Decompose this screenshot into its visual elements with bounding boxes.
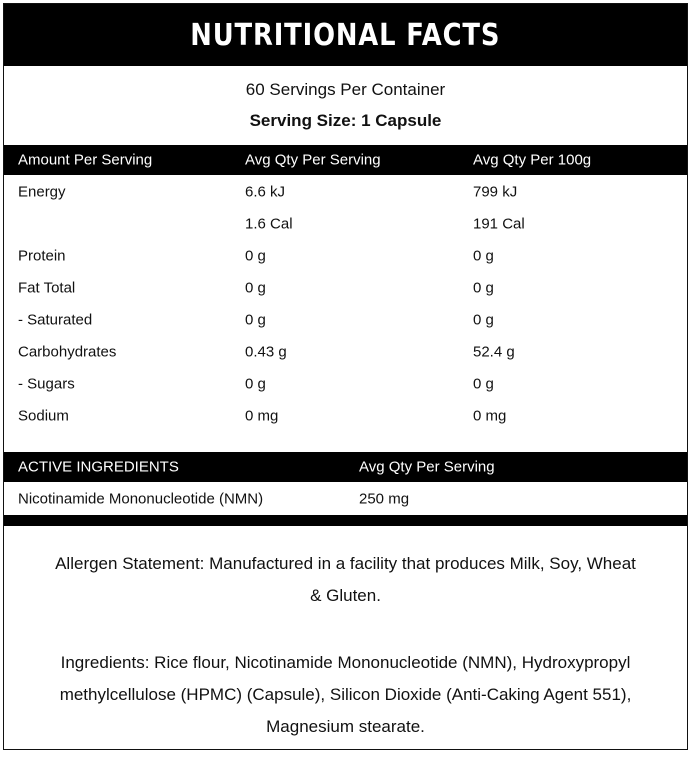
nutrient-name: Sodium (18, 407, 69, 425)
header-active-ingredients: ACTIVE INGREDIENTS (18, 458, 179, 476)
nutrient-name: Fat Total (18, 279, 76, 297)
header-active-avg-qty: Avg Qty Per Serving (359, 458, 495, 476)
servings-per-container: 60 Servings Per Container (245, 80, 446, 99)
table-row (4, 483, 687, 515)
table-row (4, 240, 687, 272)
per-serving-value: 0 mg (245, 407, 279, 425)
per-serving-value: 0.43 g (245, 343, 287, 361)
ingredients-line: Ingredients: Rice flour, Nicotinamide Mononucleotide (NMN), Hydroxypropyl (60, 653, 631, 672)
allergen-line: Allergen Statement: Manufactured in a facility that produces Milk, Soy, Wheat (55, 554, 636, 573)
per-100g-value: 0 g (473, 279, 494, 297)
nutrient-name: - Sugars (18, 375, 75, 393)
per-serving-value: 1.6 Cal (245, 215, 293, 233)
table-row (4, 336, 687, 368)
per-100g-value: 799 kJ (473, 183, 518, 201)
header-avg-qty-per-serving: Avg Qty Per Serving (245, 151, 381, 169)
nutrient-name: Carbohydrates (18, 343, 117, 361)
active-ingredients-header (4, 452, 687, 482)
nutrient-name: Protein (18, 247, 66, 265)
per-100g-value: 0 g (473, 311, 494, 329)
nutrition-panel (3, 3, 688, 750)
table-row (4, 400, 687, 432)
per-100g-value: 191 Cal (473, 215, 525, 233)
nutrition-table-header (4, 145, 687, 175)
active-ingredient-amount: 250 mg (359, 490, 410, 508)
table-row (4, 208, 687, 240)
per-100g-value: 52.4 g (473, 343, 515, 361)
header-avg-qty-per-100g: Avg Qty Per 100g (473, 151, 592, 169)
table-row (4, 304, 687, 336)
per-serving-value: 6.6 kJ (245, 183, 286, 201)
table-row (4, 368, 687, 400)
serving-size: Serving Size: 1 Capsule (249, 111, 442, 130)
allergen-statement (4, 548, 687, 612)
per-100g-value: 0 g (473, 375, 494, 393)
per-serving-value: 0 g (245, 375, 266, 393)
active-ingredient-name: Nicotinamide Mononucleotide (NMN) (18, 490, 264, 508)
table-row (4, 272, 687, 304)
header-amount-per-serving: Amount Per Serving (18, 151, 153, 169)
per-serving-value: 0 g (245, 279, 266, 297)
title-bar (4, 4, 687, 66)
ingredients-line: methylcellulose (HPMC) (Capsule), Silicon Dioxide (Anti-Caking Agent 551), (59, 685, 632, 704)
ingredients-line: Magnesium stearate. (266, 717, 425, 736)
allergen-line: & Gluten. (310, 586, 381, 605)
per-100g-value: 0 mg (473, 407, 507, 425)
thick-divider (4, 515, 687, 526)
per-100g-value: 0 g (473, 247, 494, 265)
table-row (4, 176, 687, 208)
ingredients-statement (4, 647, 687, 743)
nutrient-name: Energy (18, 183, 66, 201)
per-serving-value: 0 g (245, 247, 266, 265)
per-serving-value: 0 g (245, 311, 266, 329)
nutrient-name: - Saturated (18, 311, 93, 329)
panel-title: NUTRITIONAL FACTS (190, 17, 501, 53)
